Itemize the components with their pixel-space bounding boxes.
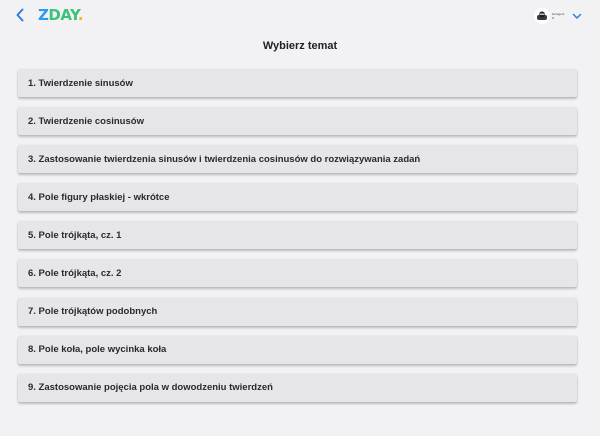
page-title: Wybierz temat: [262, 40, 338, 52]
topic-item[interactable]: 8. Pole koła, pole wycinka koła: [18, 336, 577, 364]
user-menu[interactable]: [534, 6, 582, 26]
topic-item[interactable]: 4. Pole figury płaskiej - wkrótce: [18, 183, 577, 211]
topic-item[interactable]: 5. Pole trójkąta, cz. 1: [18, 221, 577, 249]
topic-item[interactable]: 7. Pole trójkątów podobnych: [18, 298, 577, 326]
chevron-left-icon: [15, 8, 25, 22]
topic-list: [18, 69, 577, 412]
chevron-down-icon[interactable]: [572, 11, 582, 21]
topic-item[interactable]: 2. Twierdzenie cosinusów: [18, 107, 577, 135]
avatar: [534, 8, 550, 24]
topic-item[interactable]: 6. Pole trójkąta, cz. 2: [18, 259, 577, 287]
topic-item[interactable]: 3. Zastosowanie twierdzenia sinusów i twierdzenia cosinusów do rozwiązywania zadań: [18, 145, 577, 173]
logo: [38, 6, 83, 24]
back-button[interactable]: [12, 6, 28, 24]
logo-dot: .: [77, 6, 84, 24]
topic-item[interactable]: 1. Twierdzenie sinusów: [18, 69, 577, 97]
topic-item[interactable]: 9. Zastosowanie pojęcia pola w dowodzeniu twierdzeń: [18, 374, 577, 402]
user-name: Grzegorz K.: [552, 12, 565, 20]
header: [0, 0, 600, 32]
logo-text: ZDAY: [38, 6, 78, 24]
